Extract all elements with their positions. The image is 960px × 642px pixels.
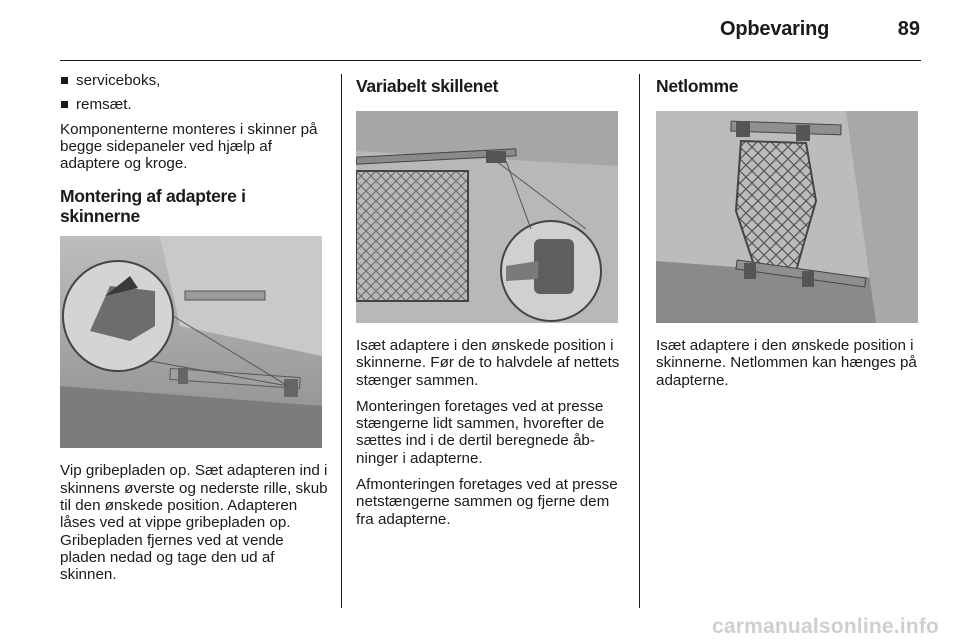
figure-adapter-mounting [60, 236, 322, 448]
divider-net-paragraph-1: Isæt adaptere i den ønskede position i skinnerne. Før de to halvdele af nettets stænger sammen. [356, 337, 620, 389]
net-pocket-paragraph: Isæt adaptere i den ønskede position i skinnerne. Netlommen kan hænges på adapterne. [656, 337, 917, 389]
figure-divider-net [356, 111, 618, 323]
list-item: remsæt. [60, 96, 328, 113]
mounting-paragraph: Vip gribepladen op. Sæt adapteren ind i skinnens øverste og nederste rille, skub til den ønskede position. Adapteren låses ved at vippe gribepladen op. Gribepladen fjernes ved at vende pladen nedad og tage den ud af skinnen. [60, 462, 328, 584]
page-number: 89 [897, 18, 920, 40]
figure-net-pocket [656, 111, 918, 323]
column-divider-2 [639, 74, 640, 608]
page-title: Opbevaring [720, 18, 830, 40]
column-left [60, 72, 328, 593]
watermark: carmanualsonline.info [712, 615, 940, 638]
header-divider [60, 60, 921, 61]
divider-net-paragraph-2: Monteringen foretages ved at presse stængerne lidt sammen, hvorefter de sættes ind i de dertil beregnede åbninger i adapterne. [356, 397, 605, 467]
column-divider-1 [341, 74, 342, 608]
section-heading-mounting: Montering af adaptere i skinnerne [60, 186, 246, 227]
column-middle [356, 72, 624, 537]
section-heading-net-pocket: Netlomme [656, 76, 739, 96]
divider-net-paragraph-3: Afmonteringen foretages ved at presse netstængerne sammen og fjerne dem fra adapterne. [356, 476, 618, 528]
section-heading-divider-net: Variabelt skillenet [356, 76, 499, 96]
column-right [656, 72, 924, 398]
bullet-list [60, 72, 328, 114]
bullet-square-icon [61, 101, 68, 108]
list-item: serviceboks, [60, 72, 328, 89]
bullet-square-icon [61, 77, 68, 84]
intro-paragraph: Komponenterne monteres i skinner på begge sidepaneler ved hjælp af adaptere og kroge. [60, 120, 318, 173]
